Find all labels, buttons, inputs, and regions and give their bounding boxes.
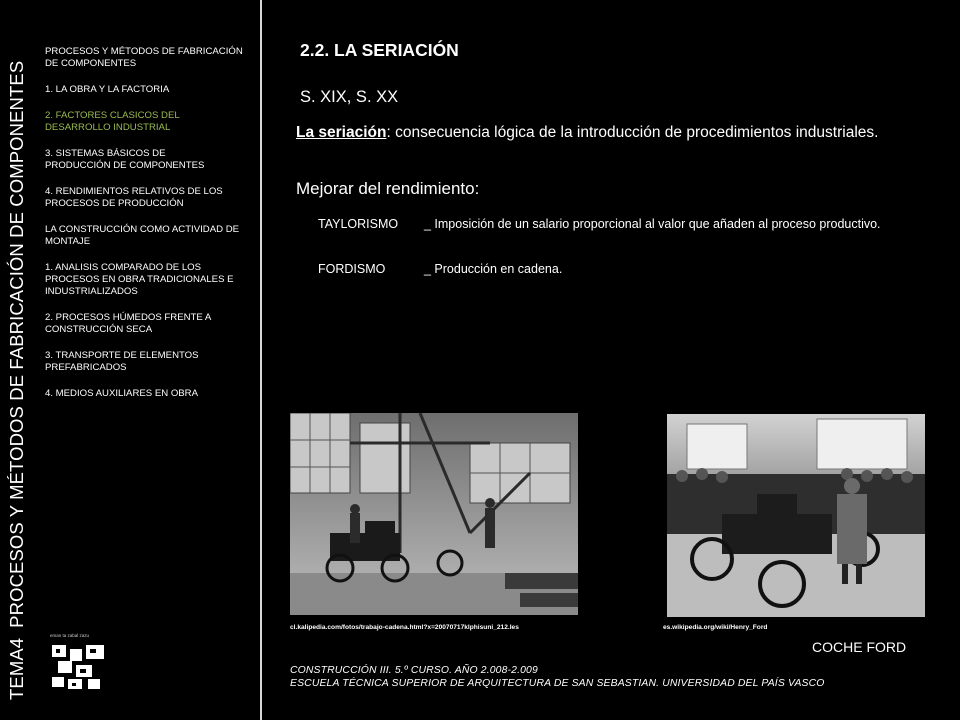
menu-item-heading[interactable]: [45, 46, 255, 70]
seriacion-term: La seriación: [296, 124, 387, 141]
menu-item-procesos-humedos[interactable]: 2. PROCESOS HÚMEDOS FRENTE A CONSTRUCCIÓN SECA: [45, 312, 211, 335]
menu-item-factores-clasicos[interactable]: 2. FACTORES CLASICOS DEL DESARROLLO INDUSTRIAL: [45, 110, 180, 133]
vertical-title-area: [0, 0, 36, 720]
footer: [290, 664, 825, 690]
footer-line2: ESCUELA TÉCNICA SUPERIOR DE ARQUITECTURA DE SAN SEBASTIAN. UNIVERSIDAD DEL PAÍS VASCO: [290, 678, 825, 689]
menu-item-sistemas-basicos[interactable]: 3. SISTEMAS BÁSICOS DE PRODUCCIÓN DE COMPONENTES: [45, 148, 205, 171]
fordismo-key: FORDISMO: [318, 262, 386, 276]
menu-item-rendimientos[interactable]: 4. RENDIMIENTOS RELATIVOS DE LOS PROCESOS DE PRODUCCIÓN: [45, 186, 223, 209]
page-subtitle: S. XIX, S. XX: [300, 88, 399, 106]
logo-icon: [48, 639, 108, 691]
photo1-credit-link[interactable]: cl.kalipedia.com/fotos/trabajo-cadena.html?x=20070717klphisuni_212.Ies: [290, 624, 519, 631]
mejorar-heading: Mejorar del rendimiento:: [296, 179, 480, 198]
page-title: 2.2. LA SERIACIÓN: [300, 40, 459, 60]
menu-item-transporte[interactable]: 3. TRANSPORTE DE ELEMENTOS PREFABRICADOS: [45, 350, 199, 373]
ford-car-photo: [667, 414, 925, 617]
menu-item-obra-factoria[interactable]: 1. LA OBRA Y LA FACTORIA: [45, 84, 170, 95]
vertical-title-text: PROCESOS Y MÉTODOS DE FABRICACIÓN DE COMPONENTES: [6, 60, 27, 628]
footer-line1: CONSTRUCCIÓN III. 5.º CURSO. AÑO 2.008-2.009: [290, 665, 538, 676]
fordismo-row: [318, 262, 562, 276]
university-logo: [48, 633, 108, 691]
taylorismo-value: _ Imposición de un salario proporcional al valor que añaden al proceso productivo.: [424, 217, 881, 231]
menu-item-construccion-montaje[interactable]: LA CONSTRUCCIÓN COMO ACTIVIDAD DE MONTAJE: [45, 224, 240, 247]
fordismo-value: _ Producción en cadena.: [424, 262, 563, 276]
taylorismo-key: TAYLORISMO: [318, 217, 399, 231]
photo2-caption: COCHE FORD: [812, 639, 907, 655]
menu-item-heading-line1: PROCESOS Y MÉTODOS DE FABRICACIÓN: [45, 46, 243, 57]
menu-item-medios-auxiliares[interactable]: 4. MEDIOS AUXILIARES EN OBRA: [45, 388, 199, 399]
vertical-divider: [260, 0, 262, 720]
assembly-line-photo: [290, 413, 578, 615]
menu-item-heading-line2: DE COMPONENTES: [45, 58, 137, 69]
logo-text: eman ta zabal zazu: [50, 633, 90, 638]
sidebar-menu: [45, 46, 255, 414]
photo2-credit-link[interactable]: es.wikipedia.org/wiki/Henry_Ford: [663, 624, 768, 631]
vertical-title: [6, 61, 28, 700]
tema-label: TEMA4: [6, 637, 27, 700]
seriacion-paragraph: [296, 124, 946, 142]
menu-item-analisis-comparado[interactable]: 1. ANALISIS COMPARADO DE LOS PROCESOS EN OBRA TRADICIONALES E INDUSTRIALIZADOS: [45, 262, 234, 297]
taylorismo-row: [318, 217, 881, 231]
seriacion-text: : consecuencia lógica de la introducción de procedimientos industriales.: [386, 124, 879, 141]
